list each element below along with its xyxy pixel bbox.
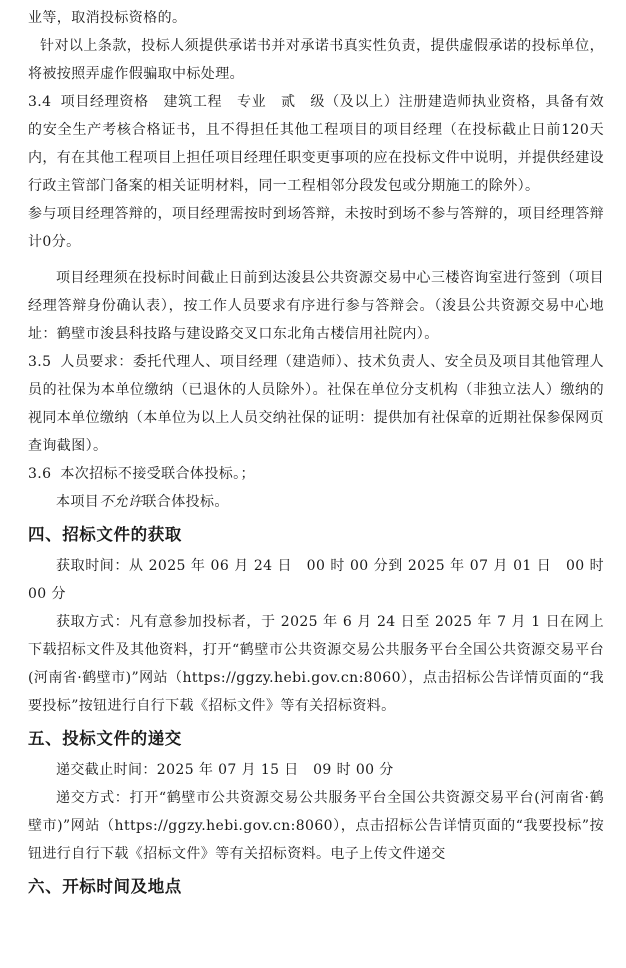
clause-3-4 <box>28 88 604 200</box>
clause-text: 人员要求：委托代理人、项目经理（建造师）、技术负责人、安全员及项目其他管理人员的社保为本单位缴纳（已退休的人员除外）。社保在单位分支机构（非独立法人）缴纳的视同本单位缴纳（本单位为以上人员交纳社保的证明：提供加有社保章的近期社保参保网页查询截图）。 <box>28 354 604 454</box>
clause-3-5 <box>28 348 604 460</box>
clause-text: 本次招标不接受联合体投标。； <box>60 466 255 482</box>
paragraph-commitment: 针对以上条款，投标人须提供承诺书并对承诺书真实性负责，提供虚假承诺的投标单位，将被按照弄虚作假骗取中标处理。 <box>28 38 604 82</box>
paragraph-defense: 参与项目经理答辩的，项目经理需按时到场答辩，未按时到场不参与答辩的，项目经理答辩计0分。 <box>28 206 604 250</box>
section-heading-6: 六、开标时间及地点 <box>28 877 182 896</box>
submit-method: 递交方式：打开“鹤壁市公共资源交易公共服务平台全国公共资源交易平台(河南省·鹤壁市)”网站（https://ggzy.hebi.gov.cn:8060），点击招标公告详情页面的“我要投标”按钮进行自行下载《招标文件》等有关招标资料。电子上传文件递交 <box>28 790 604 862</box>
consortium-italic: 不允许 <box>99 494 143 510</box>
clause-3-6 <box>28 460 604 488</box>
section-heading-4: 四、招标文件的获取 <box>28 525 182 544</box>
clause-text: 项目经理资格 建筑工程 专业 贰 级（及以上）注册建造师执业资格，具备有效的安全生产考核合格证书，且不得担任其他工程项目的项目经理（在投标截止日前120天内，有在其他工程项目上担任项目经理任职变更事项的应在投标文件中说明，并提供经建设行政主管部门备案的相关证明材料，同一工程相邻分段发包或分期施工的除外）。 <box>28 94 604 194</box>
paragraph-continued: 业等，取消投标资格的。 <box>28 10 187 26</box>
consortium-suffix: 联合体投标。 <box>142 494 229 510</box>
paragraph-signin: 项目经理须在投标时间截止日前到达浚县公共资源交易中心三楼咨询室进行签到（项目经理答辩身份确认表），按工作人员要求有序进行参与答辩会。（浚县公共资源交易中心地址：鹤壁市浚县科技路与建设路交叉口东北角古楼信用社院内）。 <box>28 270 604 342</box>
paragraph-consortium <box>28 488 604 516</box>
clause-number: 3.6 <box>28 466 52 482</box>
consortium-prefix: 本项目 <box>56 494 100 510</box>
clause-number: 3.5 <box>28 354 52 370</box>
section-heading-5: 五、投标文件的递交 <box>28 729 182 748</box>
obtain-method: 获取方式：凡有意参加投标者，于 2025 年 6 月 24 日至 2025 年 7 月 1 日在网上下载招标文件及其他资料，打开“鹤壁市公共资源交易公共服务平台全国公共资源交易平台(河南省·鹤壁市)”网站（https://ggzy.hebi.gov.cn:8060），点击招标公告详情页面的“我要投标”按钮进行自行下载《招标文件》等有关招标资料。 <box>28 614 604 714</box>
clause-number: 3.4 <box>28 94 52 110</box>
submit-deadline: 递交截止时间：2025 年 07 月 15 日 09 时 00 分 <box>56 762 394 778</box>
obtain-time: 获取时间：从 2025 年 06 月 24 日 00 时 00 分到 2025 年 07 月 01 日 00 时 00 分 <box>28 558 604 602</box>
